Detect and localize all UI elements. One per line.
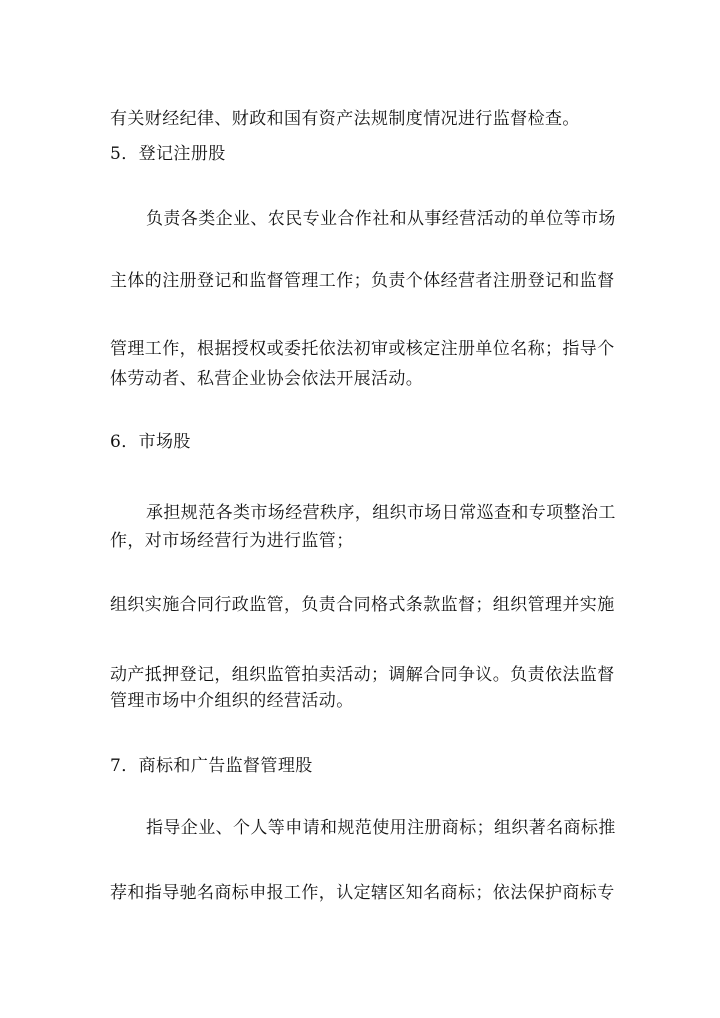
- text-line: 负责各类企业、农民专业合作社和从事经营活动的单位等市场: [146, 209, 616, 229]
- section-heading-trademark: 7．商标和广告监督管理股: [110, 756, 313, 776]
- text-line: 管理市场中介组织的经营活动。: [110, 691, 354, 711]
- text-line: 组织实施合同行政监管，负责合同格式条款监督；组织管理并实施: [110, 595, 615, 615]
- text-line: 主体的注册登记和监督管理工作；负责个体经营者注册登记和监督: [110, 271, 615, 291]
- text-line: 管理工作，根据授权或委托依法初审或核定注册单位名称；指导个: [110, 339, 615, 359]
- section-heading-market: 6．市场股: [110, 432, 191, 452]
- text-line: 作，对市场经营行为进行监管；: [110, 531, 354, 551]
- section-heading-registration: 5．登记注册股: [110, 144, 226, 164]
- text-line: 承担规范各类市场经营秩序，组织市场日常巡查和专项整治工: [146, 503, 616, 523]
- text-line: 体劳动者、私营企业协会依法开展活动。: [110, 369, 424, 389]
- text-line: 指导企业、个人等申请和规范使用注册商标；组织著名商标推: [146, 818, 616, 838]
- text-line: 荐和指导驰名商标申报工作，认定辖区知名商标；依法保护商标专: [110, 883, 615, 903]
- text-line: 动产抵押登记，组织监管拍卖活动；调解合同争议。负责依法监督: [110, 665, 615, 685]
- text-line: 有关财经纪律、财政和国有资产法规制度情况进行监督检查。: [110, 109, 580, 129]
